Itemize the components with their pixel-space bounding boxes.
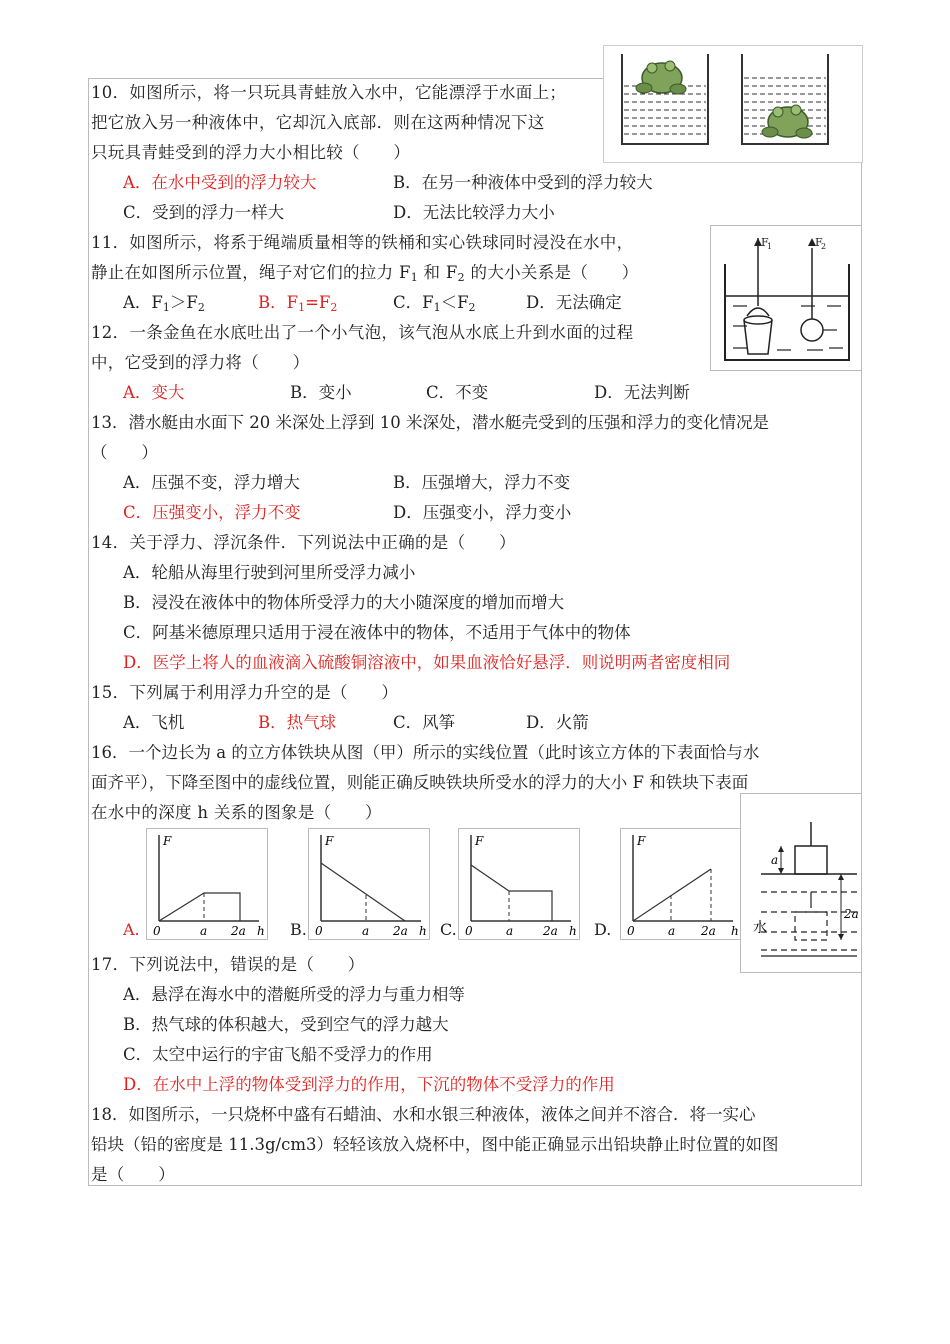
svg-text:a: a — [771, 853, 779, 867]
q17-option-c: C．太空中运行的宇宙飞船不受浮力的作用 — [123, 1045, 433, 1064]
svg-text:h: h — [257, 924, 265, 938]
q16-line2: 面齐平），下降至图中的虚线位置，则能正确反映铁块所受水的浮力的大小 F 和铁块下表面 — [91, 773, 749, 792]
graph-b — [308, 828, 430, 940]
svg-text:h: h — [569, 924, 577, 938]
frog-beakers-figure — [603, 45, 863, 163]
q10-option-b: B．在另一种液体中受到的浮力较大 — [393, 173, 653, 192]
svg-text:0: 0 — [315, 924, 323, 938]
q15-option-a: A．飞机 — [123, 713, 185, 732]
svg-text:F: F — [637, 834, 646, 848]
svg-text:2a: 2a — [543, 924, 558, 938]
q12-option-b: B．变小 — [290, 383, 352, 402]
q14-option-d: D．医学上将人的血液滴入硫酸铜溶液中，如果血液恰好悬浮．则说明两者密度相同 — [123, 653, 731, 672]
q11-option-c: C．$F_1<F_2$ — [393, 293, 476, 314]
q11-line2: 静止在如图所示位置，绳子对它们的拉力 $F_1$ 和 $F_2$ 的大小关系是（ ） — [91, 263, 639, 284]
svg-text:F: F — [163, 834, 172, 848]
q13-option-d: D．压强变小，浮力变小 — [393, 503, 572, 522]
q12-option-a: A．变大 — [123, 383, 185, 402]
graph-c — [458, 828, 580, 940]
svg-text:h: h — [419, 924, 427, 938]
q13-line2: （ ） — [91, 443, 159, 462]
q14-option-a: A．轮船从海里行驶到河里所受浮力减小 — [123, 563, 416, 582]
q12-option-c: C．不变 — [426, 383, 489, 402]
q17-line1: 17．下列说法中，错误的是（ ） — [91, 955, 365, 974]
q10-line3: 只玩具青蛙受到的浮力大小相比较（ ） — [91, 143, 411, 162]
bucket-ball-drawing — [711, 226, 861, 370]
svg-text:0: 0 — [153, 924, 161, 938]
fig-label-f2-sub: 2 — [821, 242, 827, 251]
svg-text:F: F — [325, 834, 334, 848]
graph-a — [146, 828, 268, 940]
q18-line2: 铅块（铅的密度是 11.3g/cm3）轻轻该放入烧杯中，图中能正确显示出铅块静止时位置的如图 — [91, 1135, 779, 1154]
fig-label-f1-sub: 1 — [767, 242, 773, 251]
svg-text:2a: 2a — [844, 907, 859, 921]
q14-line1: 14．关于浮力、浮沉条件．下列说法中正确的是（ ） — [91, 533, 516, 552]
q11-line1: 11．如图所示，将系于绳端质量相等的铁桶和实心铁球同时浸没在水中， — [91, 233, 634, 252]
q16-option-b: B. — [290, 920, 307, 939]
q12-option-d: D．无法判断 — [594, 383, 690, 402]
frog-beakers-drawing — [604, 46, 862, 162]
cube-water-figure — [740, 793, 862, 973]
q16-option-d: D. — [594, 920, 612, 939]
svg-text:a: a — [506, 924, 514, 938]
q18-line1: 18．如图所示，一只烧杯中盛有石蜡油、水和水银三种液体，液体之间并不溶合．将一实心 — [91, 1105, 756, 1124]
q16-option-c: C. — [440, 920, 457, 939]
q10-option-d: D．无法比较浮力大小 — [393, 203, 555, 222]
q14-option-b: B．浸没在液体中的物体所受浮力的大小随深度的增加而增大 — [123, 593, 565, 612]
svg-text:0: 0 — [627, 924, 635, 938]
q18-line3: 是（ ） — [91, 1165, 175, 1184]
q16-option-a: A. — [123, 920, 140, 939]
graph-d — [620, 828, 742, 940]
q14-option-c: C．阿基米德原理只适用于浸在液体中的物体，不适用于气体中的物体 — [123, 623, 631, 642]
q10-line1: 10．如图所示，将一只玩具青蛙放入水中，它能漂浮于水面上； — [91, 83, 567, 102]
svg-text:水: 水 — [753, 920, 767, 936]
q16-line3: 在水中的深度 h 关系的图象是（ ） — [91, 803, 382, 822]
q16-line1: 16．一个边长为 a 的立方体铁块从图（甲）所示的实线位置（此时该立方体的下表面恰与水 — [91, 743, 760, 762]
q12-line1: 12．一条金鱼在水底吐出了一个小气泡，该气泡从水底上升到水面的过程 — [91, 323, 634, 342]
q10-line2: 把它放入另一种液体中，它却沉入底部．则在这两种情况下这 — [91, 113, 545, 132]
q10-option-c: C．受到的浮力一样大 — [123, 203, 285, 222]
svg-text:a: a — [362, 924, 370, 938]
q13-option-a: A．压强不变，浮力增大 — [123, 473, 300, 492]
q17-option-b: B．热气球的体积越大，受到空气的浮力越大 — [123, 1015, 449, 1034]
q12-line2: 中，它受到的浮力将（ ） — [91, 353, 310, 372]
q10-option-a: A．在水中受到的浮力较大 — [123, 173, 317, 192]
iron-ball-icon — [801, 319, 823, 341]
q11-option-b: B．$F_1=F_2$ — [258, 293, 338, 314]
q15-option-b: B．热气球 — [258, 713, 337, 732]
q13-option-b: B．压强增大，浮力不变 — [393, 473, 571, 492]
svg-text:2a: 2a — [701, 924, 716, 938]
svg-text:F: F — [475, 834, 484, 848]
fig-label-f1: F — [761, 236, 769, 249]
svg-text:2a: 2a — [393, 924, 408, 938]
q17-option-a: A．悬浮在海水中的潜艇所受的浮力与重力相等 — [123, 985, 465, 1004]
floating-frog-icon — [636, 61, 686, 94]
svg-text:a: a — [200, 924, 208, 938]
q13-line1: 13．潜水艇由水面下 20 米深处上浮到 10 米深处，潜水艇壳受到的压强和浮力的变化情况是 — [91, 413, 769, 432]
q15-option-c: C．风筝 — [393, 713, 456, 732]
svg-text:0: 0 — [465, 924, 473, 938]
bucket-ball-figure — [710, 225, 862, 371]
q17-option-d: D．在水中上浮的物体受到浮力的作用，下沉的物体不受浮力的作用 — [123, 1075, 615, 1094]
fig-label-f2: F — [815, 236, 823, 249]
svg-text:2a: 2a — [231, 924, 246, 938]
q11-option-a: A．$F_1>F_2$ — [123, 293, 205, 314]
q11-option-d: D．无法确定 — [526, 293, 622, 312]
svg-text:h: h — [731, 924, 739, 938]
svg-text:a: a — [668, 924, 676, 938]
q15-option-d: D．火箭 — [526, 713, 589, 732]
q15-line1: 15．下列属于利用浮力升空的是（ ） — [91, 683, 399, 702]
q13-option-c: C．压强变小，浮力不变 — [123, 503, 301, 522]
